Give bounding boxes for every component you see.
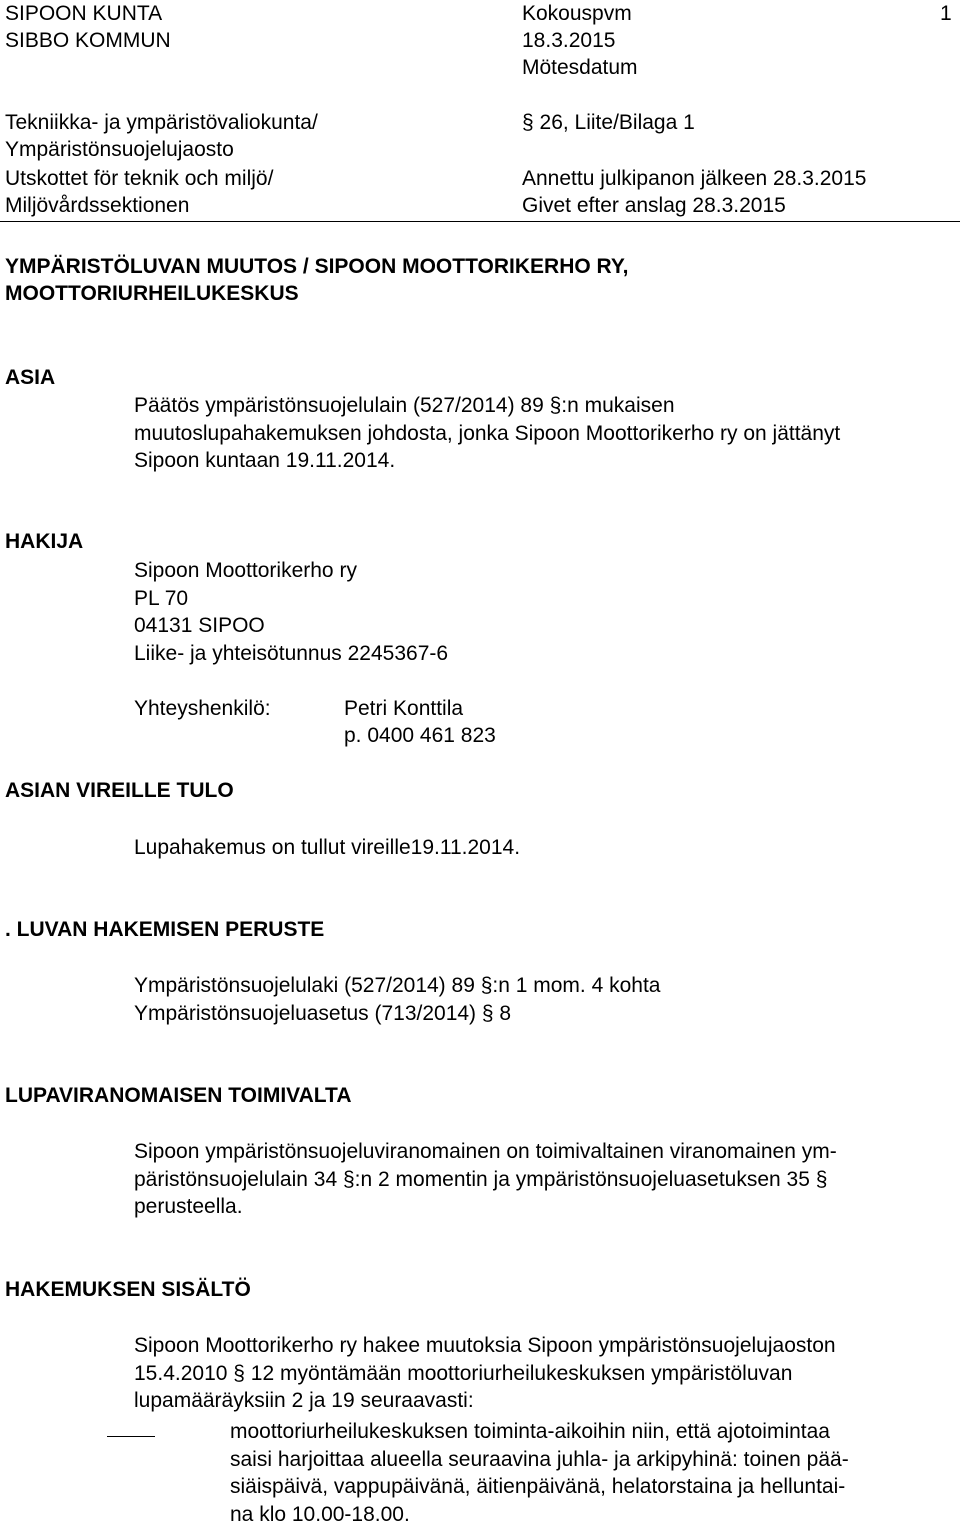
meeting-date: 18.3.2015 — [522, 27, 615, 55]
hakija-line: PL 70 — [134, 585, 448, 613]
org-name-sv: SIBBO KOMMUN — [5, 27, 171, 55]
meeting-date-label-sv: Mötesdatum — [522, 54, 638, 82]
department-line-4: Miljövårdssektionen — [5, 192, 189, 220]
department-line-3: Utskottet för teknik och miljö/ — [5, 165, 273, 193]
org-name-fi: SIPOON KUNTA — [5, 0, 162, 28]
list-dash-bullet — [107, 1436, 155, 1437]
sisalto-line: 15.4.2010 § 12 myöntämään moottoriurheilukeskuksen ympäristöluvan — [134, 1360, 836, 1388]
peruste-paragraph — [134, 972, 660, 1027]
department-line-2: Ympäristönsuojelujaosto — [5, 136, 234, 164]
bullet-line: moottoriurheilukeskuksen toiminta-aikoihin niin, että ajotoimintaa — [230, 1418, 849, 1446]
toimivalta-line: Sipoon ympäristönsuojeluviranomainen on toimivaltainen viranomainen ym- — [134, 1138, 837, 1166]
hakija-line: 04131 SIPOO — [134, 612, 448, 640]
bullet-line: siäispäivä, vappupäivänä, äitienpäivänä, helatorstaina ja helluntai- — [230, 1473, 849, 1501]
asia-line: Sipoon kuntaan 19.11.2014. — [134, 447, 840, 475]
toimivalta-line: perusteella. — [134, 1193, 837, 1221]
section-heading-hakija: HAKIJA — [5, 528, 83, 556]
header-divider — [0, 221, 960, 222]
asia-line: muutoslupahakemuksen johdosta, jonka Sipoon Moottorikerho ry on jättänyt — [134, 420, 840, 448]
sisalto-line: lupamääräyksiin 2 ja 19 seuraavasti: — [134, 1387, 836, 1415]
toimivalta-paragraph — [134, 1138, 837, 1221]
posted-date-sv: Givet efter anslag 28.3.2015 — [522, 192, 786, 220]
asia-line: Päätös ympäristönsuojelulain (527/2014) 89 §:n mukaisen — [134, 392, 840, 420]
section-heading-sisalto: HAKEMUKSEN SISÄLTÖ — [5, 1276, 251, 1304]
hakija-line: Liike- ja yhteisötunnus 2245367-6 — [134, 640, 448, 668]
contact-name: Petri Konttila — [344, 695, 463, 723]
sisalto-paragraph — [134, 1332, 836, 1415]
section-heading-peruste: . LUVAN HAKEMISEN PERUSTE — [5, 916, 324, 944]
section-heading-asia: ASIA — [5, 364, 55, 392]
page-number: 1 — [940, 0, 952, 28]
bullet-line: saisi harjoittaa alueella seuraavina juhla- ja arkipyhinä: toinen pää- — [230, 1446, 849, 1474]
bullet-line: na klo 10.00-18.00. — [230, 1501, 849, 1528]
vireille-text: Lupahakemus on tullut vireille19.11.2014. — [134, 834, 520, 862]
peruste-line: Ympäristönsuojelulaki (527/2014) 89 §:n 1 mom. 4 kohta — [134, 972, 660, 1000]
contact-label: Yhteyshenkilö: — [134, 695, 271, 723]
sisalto-bullet-item — [230, 1418, 849, 1528]
hakija-address — [134, 557, 448, 667]
hakija-line: Sipoon Moottorikerho ry — [134, 557, 448, 585]
document-title-line-2: MOOTTORIURHEILUKESKUS — [5, 280, 299, 308]
section-heading-toimivalta: LUPAVIRANOMAISEN TOIMIVALTA — [5, 1082, 352, 1110]
peruste-line: Ympäristönsuojeluasetus (713/2014) § 8 — [134, 1000, 660, 1028]
toimivalta-line: päristönsuojelulain 34 §:n 2 momentin ja ympäristönsuojeluasetuksen 35 § — [134, 1166, 837, 1194]
contact-phone: p. 0400 461 823 — [344, 722, 496, 750]
meeting-date-label-fi: Kokouspvm — [522, 0, 632, 28]
document-title-line-1: YMPÄRISTÖLUVAN MUUTOS / SIPOON MOOTTORIKERHO RY, — [5, 253, 628, 281]
asia-paragraph — [134, 392, 840, 475]
item-reference: § 26, Liite/Bilaga 1 — [522, 109, 695, 137]
sisalto-line: Sipoon Moottorikerho ry hakee muutoksia Sipoon ympäristönsuojelujaoston — [134, 1332, 836, 1360]
posted-date-fi: Annettu julkipanon jälkeen 28.3.2015 — [522, 165, 866, 193]
section-heading-vireille: ASIAN VIREILLE TULO — [5, 777, 234, 805]
department-line-1: Tekniikka- ja ympäristövaliokunta/ — [5, 109, 318, 137]
